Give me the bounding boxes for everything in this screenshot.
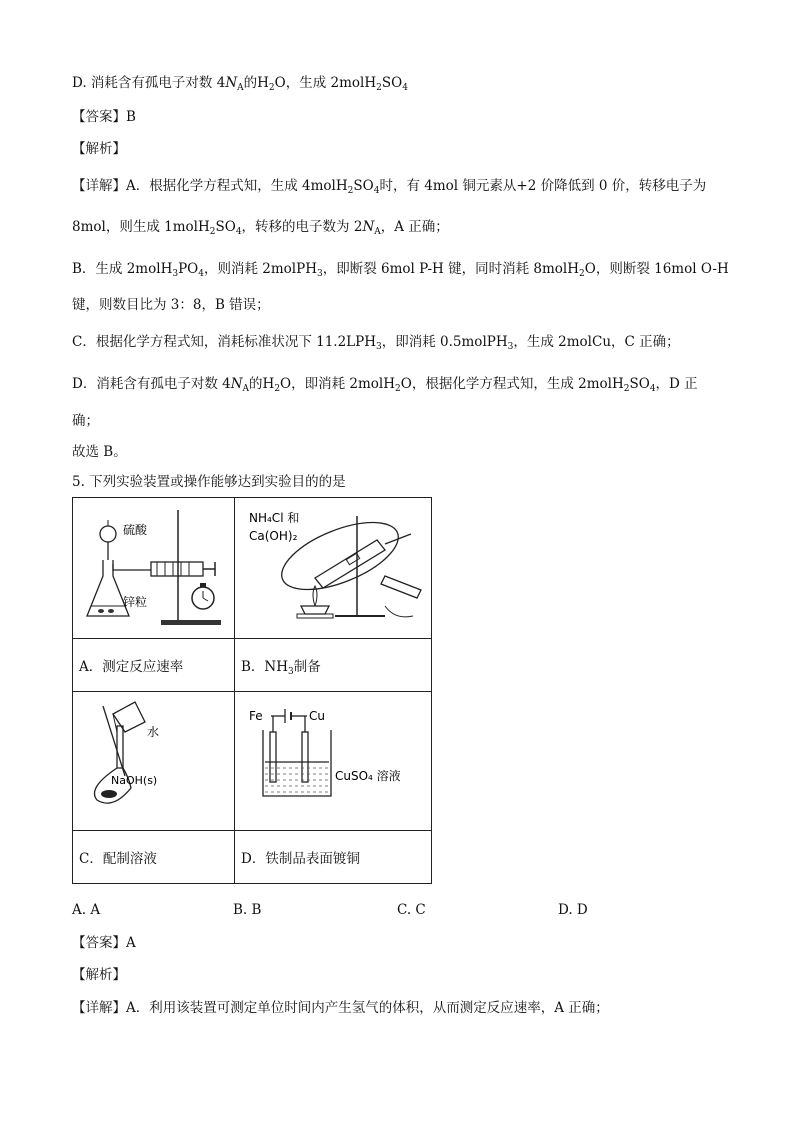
q4-detail-c: C．根据化学方程式知，消耗标准状况下 $11.2LPH_3$，即消耗 0.5molPH$_3$，生成 2molCu，C 正确； xyxy=(72,334,680,352)
figure-a-zinc-label: 锌粒 xyxy=(123,595,148,609)
q4-analysis-heading: 【解析】 xyxy=(72,141,126,157)
figure-d-solution-label: CuSO₄ 溶液 xyxy=(335,769,401,783)
q4-answer: 【答案】B xyxy=(72,109,136,125)
figure-d-cu-label: Cu xyxy=(309,709,325,723)
figure-b-cell xyxy=(235,498,432,639)
q5-answer: 【答案】A xyxy=(72,935,136,951)
choice-a: A. A xyxy=(72,902,101,918)
q4-detail-a-cont: 8mol，则生成 $1molH_2SO_4$，转移的电子数为 $2N_A$，A 正确； xyxy=(72,219,449,237)
figure-a-acid-label: 硫酸 xyxy=(123,523,148,537)
label-c: C．配制溶液 xyxy=(73,831,235,884)
q5-detail-a: 【详解】A．利用该装置可测定单位时间内产生氢气的体积，从而测定反应速率，A 正确； xyxy=(72,1000,609,1016)
figure-b-ammonia-apparatus xyxy=(235,498,431,634)
q4-detail-b: B．生成 $2molH_3PO_4$，则消耗 2molPH$_3$，即断裂 6mol P-H 键，同时消耗 8molH$_2$O，则断裂 16mol O-H xyxy=(72,261,729,279)
figure-c-solution-apparatus xyxy=(73,692,228,826)
label-d: D．铁制品表面镀铜 xyxy=(235,831,432,884)
choice-c: C. C xyxy=(397,902,426,918)
q4-detail-d: D．消耗含有孤电子对数 $4N_A$的$H_2O$，即消耗 2molH$_2$O，根据化学方程式知，生成 $2molH_2SO_4$，D 正 xyxy=(72,376,698,394)
q5-analysis-heading: 【解析】 xyxy=(72,967,126,983)
q4-detail-a: 【详解】A．根据化学方程式知，生成 $4molH_2SO_4$时，有 4mol 铜元素从+2 价降低到 0 价，转移电子为 xyxy=(72,178,707,196)
q4-detail-d-cont: 确； xyxy=(72,413,99,429)
q5-choices xyxy=(72,902,722,924)
figure-d-plating-apparatus xyxy=(235,692,431,826)
q4-detail-b-cont: 键，则数目比为 3：8，B 错误； xyxy=(72,297,270,313)
q4-conclusion: 故选 B。 xyxy=(72,444,127,460)
choice-b: B. B xyxy=(233,902,262,918)
label-a: A．测定反应速率 xyxy=(73,639,235,692)
q4-option-d: D. 消耗含有孤电子对数 $4N_A$的$H_2O$，生成 $2molH_2SO_4$ xyxy=(72,75,408,93)
figure-c-solid-label: NaOH(s) xyxy=(111,774,158,787)
figure-c-water-label: 水 xyxy=(147,725,160,739)
figure-c-cell xyxy=(73,692,235,831)
figure-b-reagent-line-1: NH₄Cl 和 xyxy=(249,511,300,525)
figure-a-cell xyxy=(73,498,235,639)
choice-d: D. D xyxy=(558,902,588,918)
figure-d-fe-label: Fe xyxy=(249,709,263,723)
figure-b-reagent-line-2: Ca(OH)₂ xyxy=(249,529,298,543)
q5-options-table xyxy=(72,497,432,884)
figure-a-rate-apparatus xyxy=(73,498,228,634)
label-b: B．$NH_3$制备 xyxy=(235,639,432,692)
figure-d-cell xyxy=(235,692,432,831)
q5-stem: 5. 下列实验装置或操作能够达到实验目的的是 xyxy=(72,474,346,490)
